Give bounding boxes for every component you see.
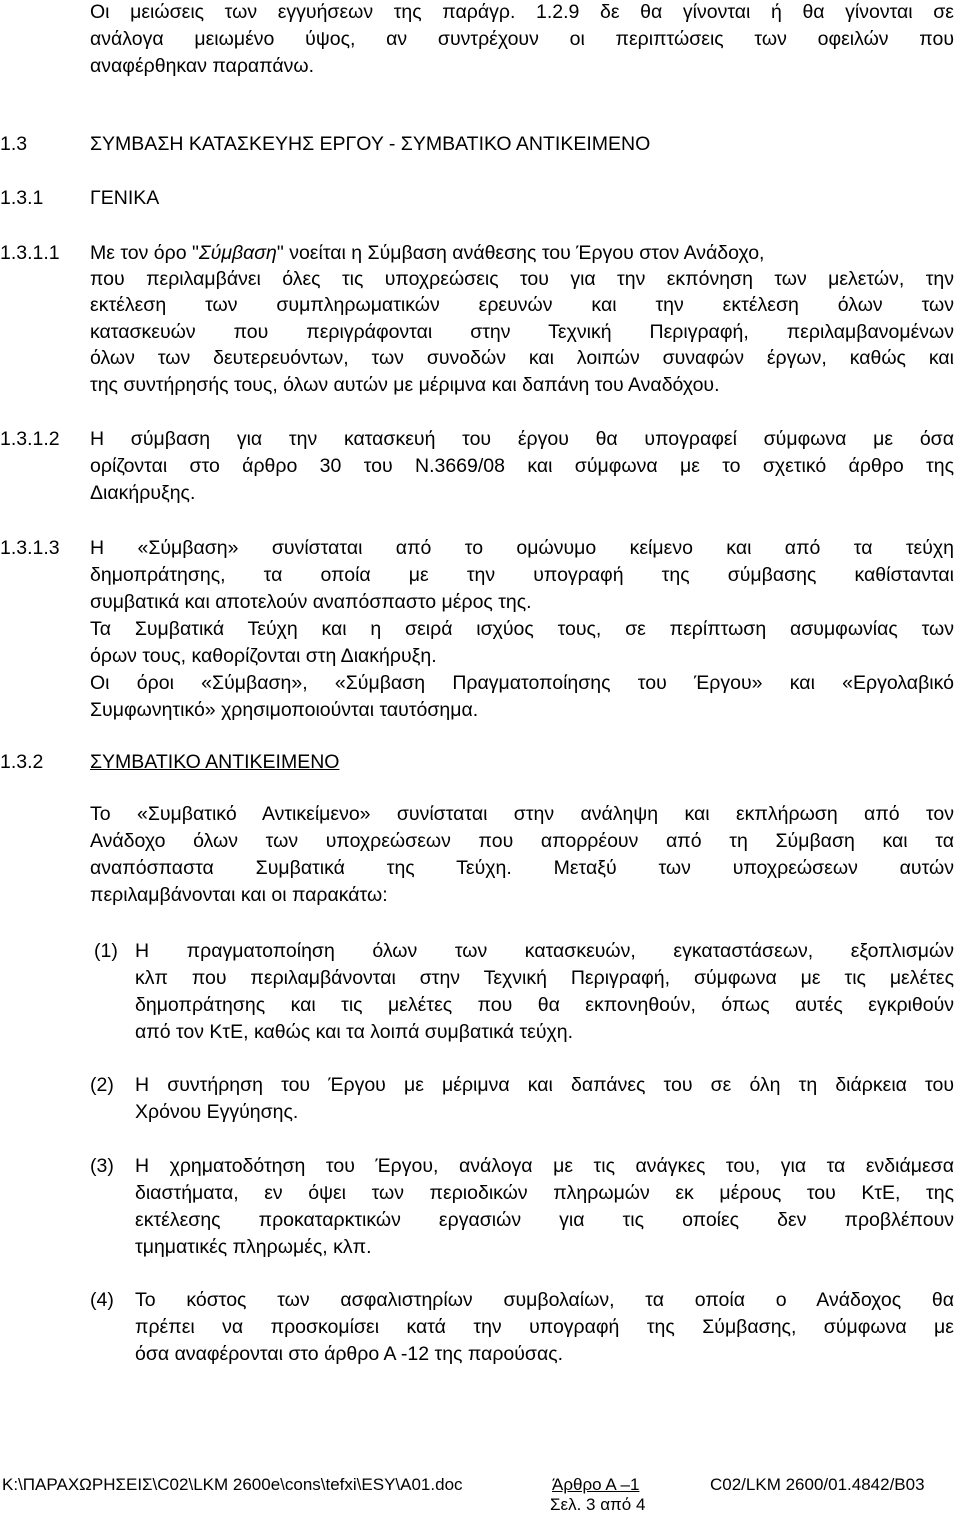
paragraph-132-line-1: Το «Συμβατικό Αντικείμενο» συνίσταται στην ανάληψη και εκπλήρωση από τον bbox=[90, 803, 954, 825]
list-item-2-line-2: Χρόνου Εγγύησης. bbox=[135, 1101, 299, 1123]
list-item-3-line-4: τμηματικές πληρωμές, κλπ. bbox=[135, 1236, 372, 1258]
paragraph-1312-line-1: Η σύμβαση για την κατασκευή του έργου θα υπογραφεί σύμφωνα με όσα bbox=[90, 428, 954, 450]
subsection-object-number: 1.3.2 bbox=[0, 751, 44, 773]
list-item-marker: (1) bbox=[94, 940, 118, 962]
paragraph-132-line-2: Ανάδοχο όλων των υποχρεώσεων που απορρέουν από τη Σύμβαση και τα bbox=[90, 830, 954, 852]
list-item-marker: (2) bbox=[90, 1074, 114, 1096]
paragraph-1313-line-4: Τα Συμβατικά Τεύχη και η σειρά ισχύος τους, σε περίπτωση ασυμφωνίας των bbox=[90, 618, 954, 640]
paragraph-1313-line-7: Συμφωνητικό» χρησιμοποιούνται ταυτόσημα. bbox=[90, 699, 479, 721]
paragraph-1311-line-4: κατασκευών που περιγράφονται στην Τεχνική Περιγραφή, περιλαμβανομένων bbox=[90, 321, 954, 343]
list-item-2-line-1: Η συντήρηση του Έργου με μέριμνα και δαπάνες του σε όλη τη διάρκεια του bbox=[135, 1074, 954, 1096]
subsection-general-number: 1.3.1 bbox=[0, 187, 44, 209]
list-item-1-line-1: Η πραγματοποίηση όλων των κατασκευών, εγκαταστάσεων, εξοπλισμών bbox=[135, 940, 954, 962]
paragraph-1313-line-2: δημοπράτησης, τα οποία με την υπογραφή της σύμβασης καθίστανται bbox=[90, 564, 954, 586]
subsection-general-title: ΓΕΝΙΚΑ bbox=[90, 187, 160, 209]
paragraph-1311-line-2: που περιλαμβάνει όλες τις υποχρεώσεις του για την εκπόνηση των μελετών, την bbox=[90, 268, 954, 290]
footer-article: Άρθρο Α –1 bbox=[552, 1475, 640, 1494]
paragraph-132-line-4: περιλαμβάνονται και οι παρακάτω: bbox=[90, 884, 388, 906]
paragraph-1312-line-2: ορίζονται στο άρθρο 30 του Ν.3669/08 και σύμφωνα με το σχετικό άρθρο της bbox=[90, 455, 954, 477]
paragraph-1311-line-6: της συντήρησής τους, όλων αυτών με μέριμνα και δαπάνη του Αναδόχου. bbox=[90, 374, 720, 396]
footer-page-number: Σελ. 3 από 4 bbox=[550, 1495, 646, 1514]
footer-file-path: K:\ΠΑΡΑΧΩΡΗΣΕΙΣ\C02\LKM 2600e\cons\tefxi\ESY\A01.doc bbox=[2, 1475, 463, 1494]
list-item-4-line-1: Το κόστος των ασφαλιστηρίων συμβολαίων, τα οποία ο Ανάδοχος θα bbox=[135, 1289, 954, 1311]
section-title: ΣΥΜΒΑΣΗ ΚΑΤΑΣΚΕΥΗΣ ΕΡΓΟΥ - ΣΥΜΒΑΤΙΚΟ ΑΝΤΙΚΕΙΜΕΝΟ bbox=[90, 133, 651, 155]
paragraph-1313-line-1: Η «Σύμβαση» συνίσταται από το ομώνυμο κείμενο και από τα τεύχη bbox=[90, 537, 954, 559]
list-item-3-line-3: εκτέλεσης προκαταρκτικών εργασιών για τις οποίες δεν προβλέπουν bbox=[135, 1209, 954, 1231]
paragraph-1311-line-3: εκτέλεση των συμπληρωματικών ερευνών και την εκτέλεση όλων των bbox=[90, 294, 954, 316]
list-item-3-line-2: διαστήματα, εν όψει των περιοδικών πληρωμών εκ μέρους του ΚτΕ, της bbox=[135, 1182, 954, 1204]
paragraph-1313-line-3: συμβατικά και αποτελούν αναπόσπαστο μέρος της. bbox=[90, 591, 532, 613]
paragraph-1311-pre: Με τον όρο " bbox=[90, 242, 199, 264]
list-item-3-line-1: Η χρηματοδότηση του Έργου, ανάλογα με τις ανάγκες του, για τα ενδιάμεσα bbox=[135, 1155, 954, 1177]
subsection-object-title: ΣΥΜΒΑΤΙΚΟ ΑΝΤΙΚΕΙΜΕΝΟ bbox=[90, 751, 340, 773]
footer-document-code: C02/LKM 2600/01.4842/B03 bbox=[710, 1475, 925, 1494]
paragraph-1313-line-6: Οι όροι «Σύμβαση», «Σύμβαση Πραγματοποίησης του Έργου» και «Εργολαβικό bbox=[90, 672, 954, 694]
paragraph-1313-number: 1.3.1.3 bbox=[0, 537, 60, 559]
intro-line-1: Οι μειώσεις των εγγυήσεων της παράγρ. 1.2.9 δε θα γίνονται ή θα γίνονται σε bbox=[90, 1, 954, 23]
list-item-1-line-4: από τον ΚτΕ, καθώς και τα λοιπά συμβατικά τεύχη. bbox=[135, 1021, 574, 1043]
list-item-4-line-2: πρέπει να προσκομίσει κατά την υπογραφή της Σύμβασης, σύμφωνα με bbox=[135, 1316, 954, 1338]
term-symvasi: Σύμβαση bbox=[198, 242, 277, 264]
intro-line-2: ανάλογα μειωμένο ύψος, αν συντρέχουν οι περιπτώσεις των οφειλών που bbox=[90, 28, 954, 50]
paragraph-1311-line-5: όλων των δευτερευόντων, των συνοδών και λοιπών συναφών έργων, καθώς και bbox=[90, 347, 954, 369]
paragraph-1311-number: 1.3.1.1 bbox=[0, 242, 60, 264]
paragraph-1313-line-5: όρων τους, καθορίζονται στη Διακήρυξη. bbox=[90, 645, 437, 667]
list-item-marker: (3) bbox=[90, 1155, 114, 1177]
paragraph-132-line-3: αναπόσπαστα Συμβατικά της Τεύχη. Μεταξύ των υποχρεώσεων αυτών bbox=[90, 857, 954, 879]
list-item-1-line-2: κλπ που περιλαμβάνονται στην Τεχνική Περιγραφή, σύμφωνα με τις μελέτες bbox=[135, 967, 954, 989]
paragraph-1312-line-3: Διακήρυξης. bbox=[90, 482, 196, 504]
list-item-4-line-3: όσα αναφέρονται στο άρθρο Α -12 της παρούσας. bbox=[135, 1343, 564, 1365]
section-number: 1.3 bbox=[0, 133, 28, 155]
paragraph-1311-post: " νοείται η Σύμβαση ανάθεσης του Έργου στον Ανάδοχο, bbox=[276, 242, 765, 264]
list-item-1-line-3: δημοπράτησης και τις μελέτες που θα εκπονηθούν, όπως αυτές εγκριθούν bbox=[135, 994, 954, 1016]
list-item-marker: (4) bbox=[90, 1289, 114, 1311]
intro-line-3: αναφέρθηκαν παραπάνω. bbox=[90, 55, 315, 77]
paragraph-1312-number: 1.3.1.2 bbox=[0, 428, 60, 450]
paragraph-1311-line-1 bbox=[90, 240, 954, 266]
